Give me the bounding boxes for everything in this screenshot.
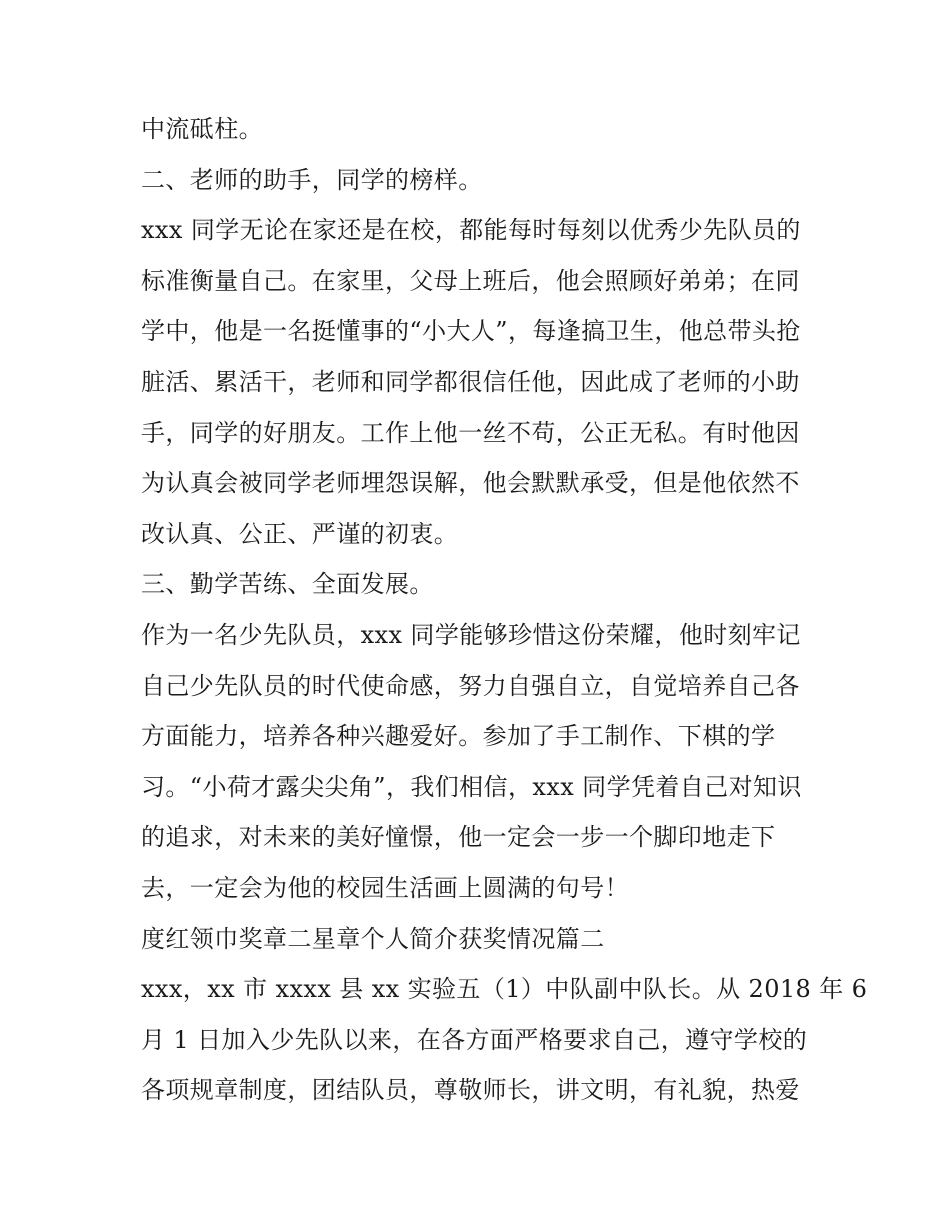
text-line: 中流砥柱。 [141, 115, 263, 143]
text-line: 学中，他是一名挺懂事的“小大人”，每逢搞卫生，他总带头抢 [141, 317, 801, 346]
text-line: 改认真、公正、严谨的初衷。 [141, 519, 459, 548]
text-line: 的追求，对未来的美好憧憬，他一定会一步一个脚印地走下 [141, 823, 776, 852]
text-line: 去，一定会为他的校园生活画上圆满的句号！ [141, 873, 629, 902]
text-line: 作为一名少先队员，xxx 同学能够珍惜这份荣耀，他时刻牢记 [141, 620, 801, 649]
text-line: 为认真会被同学老师埋怨误解，他会默默承受，但是他依然不 [141, 469, 800, 498]
document-body [141, 104, 868, 1116]
text-line: xxx 同学无论在家还是在校，都能每时每刻以优秀少先队员的 [141, 216, 801, 245]
text-line: 习。“小荷才露尖尖角”，我们相信，xxx 同学凭着自己对知识 [141, 772, 802, 801]
text-line: 脏活、累活干，老师和同学都很信任他，因此成了老师的小助 [141, 367, 800, 396]
section-heading: 二、老师的助手，同学的榜样。 [141, 165, 483, 194]
article-title: 度红领巾奖章二星章个人简介获奖情况篇二 [141, 924, 605, 953]
text-line: 自己少先队员的时代使命感，努力自强自立，自觉培养自己各 [141, 671, 800, 700]
text-line: xxx，xx 市 xxxx 县 xx 实验五（1）中队副中队长。从 2018 年 6 [141, 975, 868, 1004]
text-line: 各项规章制度，团结队员，尊敬师长，讲文明，有礼貌，热爱 [141, 1076, 800, 1105]
text-line: 标准衡量自己。在家里，父母上班后，他会照顾好弟弟；在同 [141, 266, 800, 295]
text-line: 手，同学的好朋友。工作上他一丝不苟，公正无私。有时他因 [141, 418, 800, 447]
section-heading: 三、勤学苦练、全面发展。 [141, 570, 434, 599]
text-line: 方面能力，培养各种兴趣爱好。参加了手工制作、下棋的学 [141, 722, 776, 751]
text-line: 月 1 日加入少先队以来，在各方面严格要求自己，遵守学校的 [141, 1025, 808, 1054]
